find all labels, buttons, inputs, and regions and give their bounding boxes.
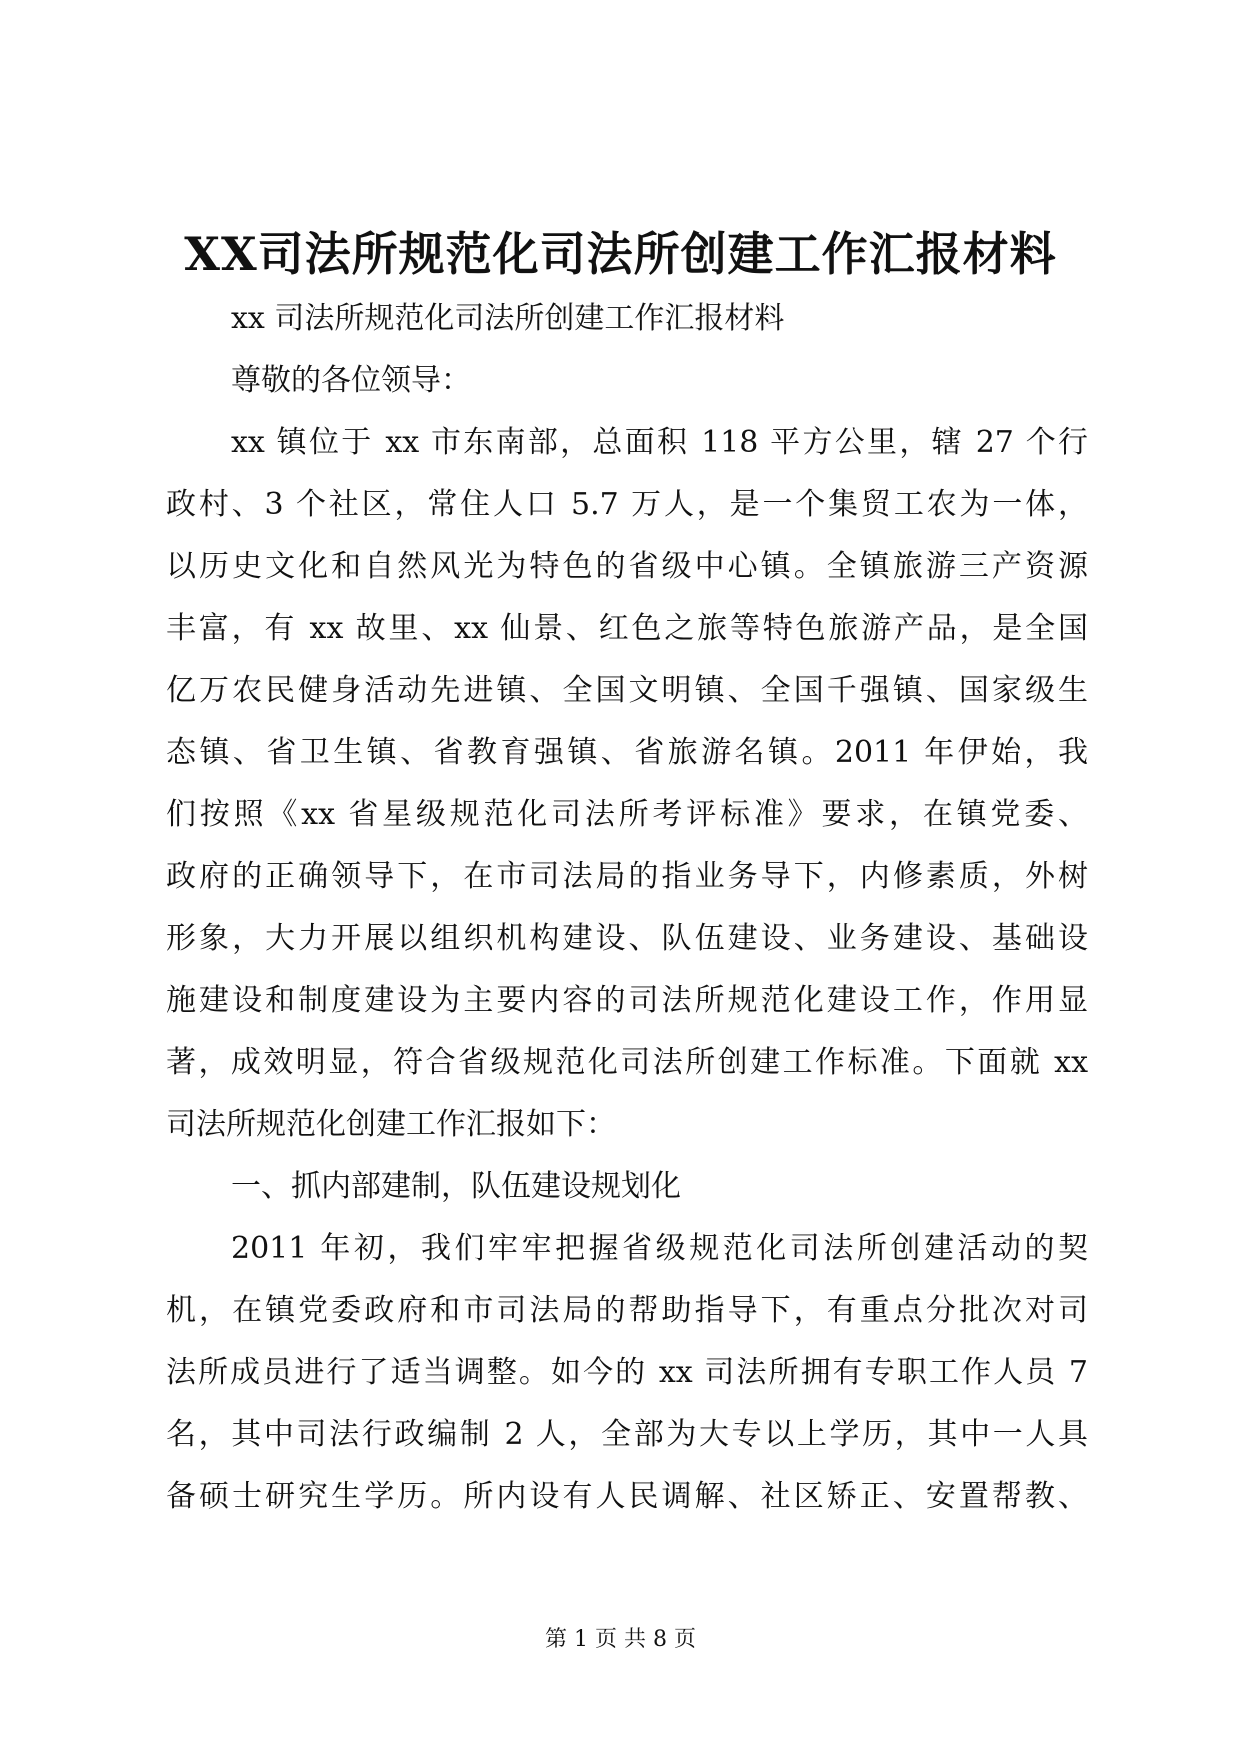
- paragraph-line: 2011 年初，我们牢牢把握省级规范化司法所创建活动的契: [231, 1231, 1088, 1266]
- page-footer: 第 1 页 共 8 页: [545, 1627, 696, 1652]
- paragraph-line: xx 镇位于 xx 市东南部，总面积 118 平方公里，辖 27 个行: [231, 425, 1088, 460]
- paragraph-line: 形象，大力开展以组织机构建设、队伍建设、业务建设、基础设: [166, 921, 1088, 956]
- paragraph-line: 名，其中司法行政编制 2 人，全部为大专以上学历，其中一人具: [166, 1417, 1088, 1452]
- paragraph-line: 亿万农民健身活动先进镇、全国文明镇、全国千强镇、国家级生: [166, 673, 1088, 708]
- paragraph-line: 以历史文化和自然风光为特色的省级中心镇。全镇旅游三产资源: [166, 549, 1088, 584]
- salutation-line: 尊敬的各位领导：: [231, 363, 471, 398]
- paragraph-line: 著，成效明显，符合省级规范化司法所创建工作标准。下面就 xx: [166, 1045, 1088, 1080]
- subtitle-line: xx 司法所规范化司法所创建工作汇报材料: [231, 301, 785, 336]
- section-heading: 一、抓内部建制，队伍建设规划化: [231, 1169, 681, 1204]
- paragraph-line: 备硕士研究生学历。所内设有人民调解、社区矫正、安置帮教、: [166, 1479, 1088, 1514]
- paragraph-line: 们按照《xx 省星级规范化司法所考评标准》要求，在镇党委、: [166, 797, 1088, 832]
- paragraph-line: 丰富，有 xx 故里、xx 仙景、红色之旅等特色旅游产品，是全国: [166, 611, 1088, 646]
- document-title: XX司法所规范化司法所创建工作汇报材料: [184, 227, 1057, 281]
- paragraph-line: 司法所规范化创建工作汇报如下：: [166, 1107, 616, 1142]
- paragraph-line: 政村、3 个社区，常住人口 5.7 万人，是一个集贸工农为一体，: [166, 487, 1088, 522]
- paragraph-line: 法所成员进行了适当调整。如今的 xx 司法所拥有专职工作人员 7: [166, 1355, 1088, 1390]
- paragraph-line: 机，在镇党委政府和市司法局的帮助指导下，有重点分批次对司: [166, 1293, 1088, 1328]
- paragraph-line: 态镇、省卫生镇、省教育强镇、省旅游名镇。2011 年伊始，我: [166, 735, 1088, 770]
- paragraph-line: 政府的正确领导下，在市司法局的指业务导下，内修素质，外树: [166, 859, 1088, 894]
- paragraph-line: 施建设和制度建设为主要内容的司法所规范化建设工作，作用显: [166, 983, 1088, 1018]
